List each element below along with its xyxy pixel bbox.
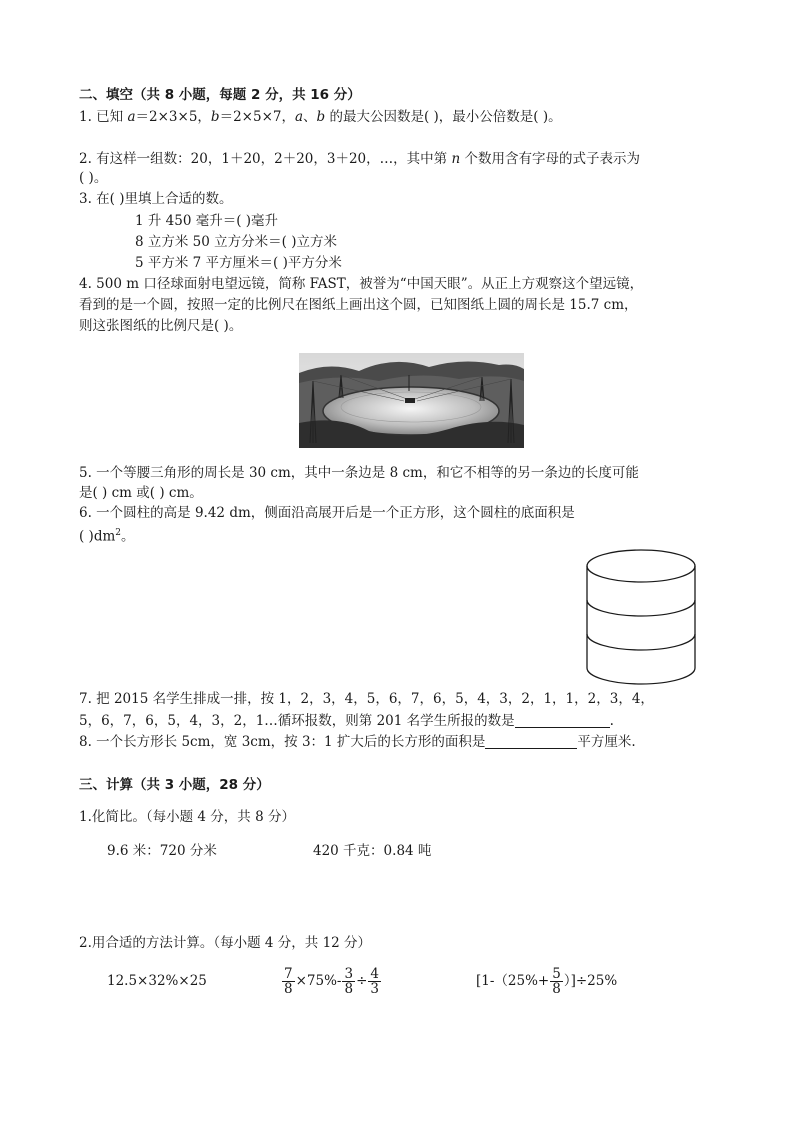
part-1-title: 1.化简比。（每小题 4 分，共 8 分） [79,809,295,825]
fraction-3-8: $\frac{3}{8}$ [344,965,354,997]
calc-expression-1: 12.5×32%×25 [107,973,207,989]
question-3-item-2: 8 立方米 50 立方分米＝( )立方米 [135,234,337,250]
ratio-item-1: 9.6 米：720 分米 [107,843,217,859]
calc-expression-2: $\frac{7}{8}$ ×75%- $\frac{3}{8}$ ÷ $\frac{4}{3}$ [284,965,379,997]
part-2-title: 2.用合适的方法计算。（每小题 4 分，共 12 分） [79,935,372,951]
question-3-item-1: 1 升 450 毫升＝( )毫升 [135,213,279,229]
section-title-fill-in: 二、填空（共 8 小题，每题 2 分，共 16 分） [79,87,361,103]
question-4-line-2: 看到的是一个圆，按照一定的比例尺在图纸上画出这个圆，已知图纸上圆的周长是 15.7 cm， [79,297,638,313]
fraction-5-8: $\frac{5}{8}$ [552,965,561,997]
cylinder-diagram [584,548,698,688]
fraction-4-3: $\frac{4}{3}$ [370,965,379,997]
question-4-line-3: 则这张图纸的比例尺是( )。 [79,318,243,334]
question-3-item-3: 5 平方米 7 平方厘米＝( )平方分米 [135,255,342,271]
section-title-calculation: 三、计算（共 3 小题，28 分） [79,777,270,793]
ratio-item-2: 420 千克：0.84 吨 [313,843,432,859]
fraction-7-8: $\frac{7}{8}$ [284,965,293,997]
question-2-line-2: ( )。 [79,170,108,186]
question-7-line-1: 7. 把 2015 名学生排成一排，按 1，2，3，4，5，6，7，6，5，4，3，2，1，1，2，3，4， [79,691,654,707]
question-3-intro: 3. 在( )里填上合适的数。 [79,191,233,207]
question-2-line-1: 2. 有这样一组数：20，1＋20，2＋20，3＋20，…，其中第 n 个数用含有字母的式子表示为 [79,151,640,167]
question-5-line-1: 5. 一个等腰三角形的周长是 30 cm，其中一条边是 8 cm，和它不相等的另一条边的长度可能 [79,465,639,481]
question-6-line-2: ( )$dm^2$。 [79,528,135,545]
fast-telescope-image [299,353,524,448]
calc-expression-3: [1-（25%+ $\frac{5}{8}$ ）]÷25% [476,965,618,997]
question-7-line-2: 5，6，7，6，5，4，3，2，1…循环报数，则第 201 名学生所报的数是 . [79,713,614,729]
question-4-line-1: 4. 500 m 口径球面射电望远镜，简称 FAST，被誉为“中国天眼”。从正上方观察这个望远镜， [79,276,644,292]
question-5-line-2: 是( ) cm 或( ) cm。 [79,485,203,501]
question-6-line-1: 6. 一个圆柱的高是 9.42 dm，侧面沿高展开后是一个正方形，这个圆柱的底面积是 [79,505,575,521]
question-8: 8. 一个长方形长 5cm，宽 3cm，按 3：1 扩大后的长方形的面积是 平方厘米. [79,734,636,750]
question-1: 1. 已知 a＝2×3×5，b＝2×5×7，a、b 的最大公因数是( )，最小公倍数是( )。 [79,109,562,125]
